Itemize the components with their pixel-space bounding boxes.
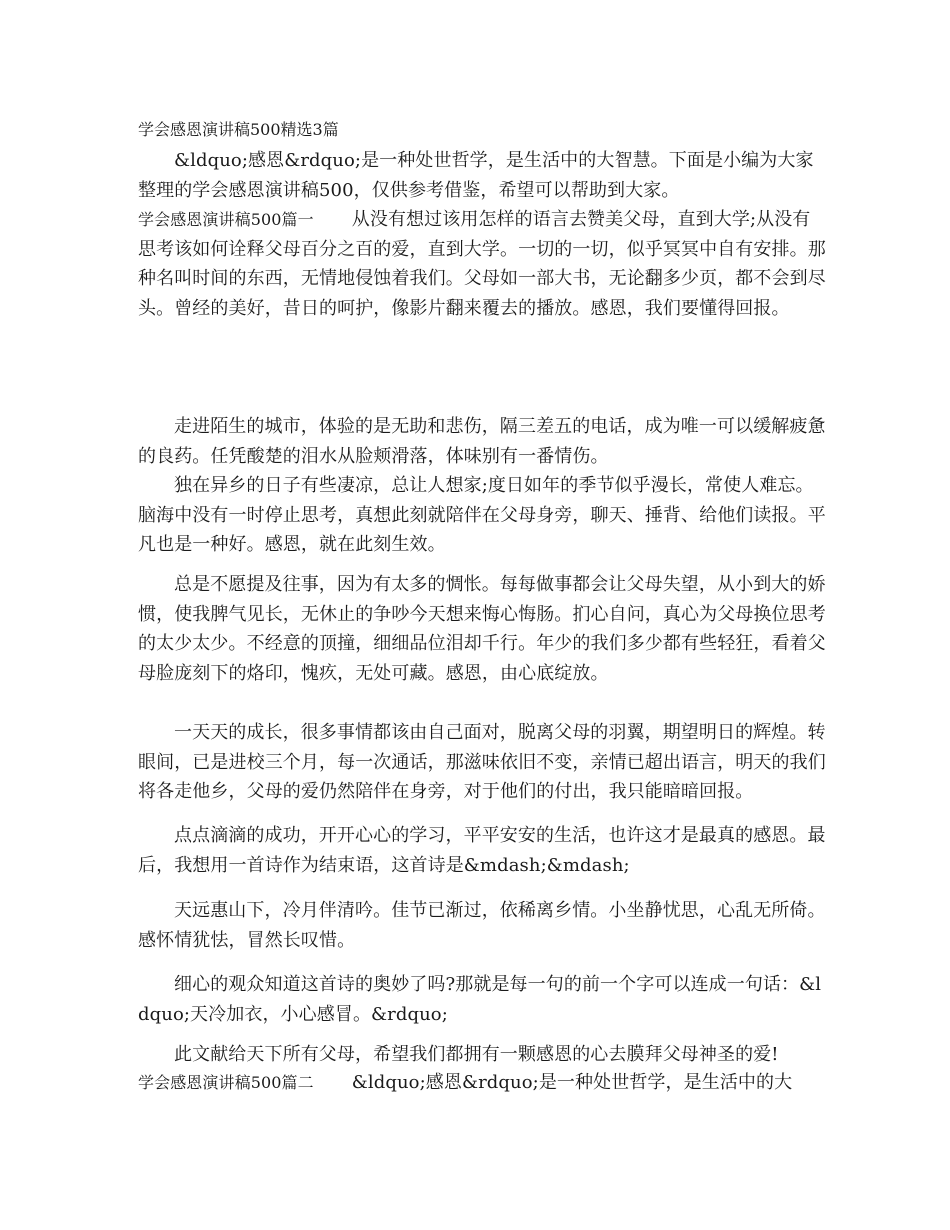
document-title: 学会感恩演讲稿500精选3篇: [138, 120, 339, 139]
body-paragraph-7: 细心的观众知道这首诗的奥妙了吗?那就是每一句的前一个字可以连成一句话：&ldquo;天冷加衣，小心感冒。&rdquo;: [138, 974, 822, 1025]
body-paragraph-2: 独在异乡的日子有些凄凉，总让人想家;度日如年的季节似乎漫长，常使人难忘。脑海中没有一时停止思考，真想此刻就陪伴在父母身旁，聊天、捶背、给他们读报。平凡也是一种好。感恩，就在此刻生效。: [138, 475, 826, 556]
section-two-text: &ldquo;感恩&rdquo;是一种处世哲学，是生活中的大: [351, 1072, 793, 1093]
section-two-heading: 学会感恩演讲稿500篇二: [138, 1073, 314, 1092]
section-two-paragraph: [138, 1068, 828, 1098]
section-one-heading: 学会感恩演讲稿500篇一: [138, 210, 314, 229]
body-paragraph-1: 走进陌生的城市，体验的是无助和悲伤，隔三差五的电话，成为唯一可以缓解疲惫的良药。任凭酸楚的泪水从脸颊滑落，体味别有一番情伤。: [138, 416, 826, 467]
section-one-text: 从没有想过该用怎样的语言去赞美父母，直到大学;从没有思考该如何诠释父母百分之百的爱，直到大学。一切的一切，似乎冥冥中自有安排。那种名叫时间的东西，无情地侵蚀着我们。父母如一部大书，无论翻多少页，都不会到尽头。曾经的美好，昔日的呵护，像影片翻来覆去的播放。感恩，我们要懂得回报。: [138, 209, 826, 319]
body-paragraph-4: 一天天的成长，很多事情都该由自己面对，脱离父母的羽翼，期望明日的辉煌。转眼间，已是进校三个月，每一次通话，那滋味依旧不变，亲情已超出语言，明天的我们将各走他乡，父母的爱仍然陪伴在身旁，对于他们的付出，我只能暗暗回报。: [138, 722, 826, 803]
section-one-paragraph: [138, 205, 828, 323]
body-paragraph-3: 总是不愿提及往事，因为有太多的惆怅。每每做事都会让父母失望，从小到大的娇惯，使我脾气见长，无休止的争吵今天想来悔心悔肠。扪心自问，真心为父母换位思考的太少太少。不经意的顶撞，细细品位泪却千行。年少的我们多少都有些轻狂，看着父母脸庞刻下的烙印，愧疚，无处可藏。感恩，由心底绽放。: [138, 574, 826, 684]
body-paragraph-5: 点点滴滴的成功，开开心心的学习，平平安安的生活，也许这才是最真的感恩。最后，我想用一首诗作为结束语，这首诗是&mdash;&mdash;: [138, 825, 826, 876]
body-paragraph-6: 天远惠山下，冷月伴清吟。佳节已渐过，依稀离乡情。小坐静忧思，心乱无所倚。 感怀情犹怯，冒然长叹惜。: [138, 900, 826, 951]
intro-paragraph: &ldquo;感恩&rdquo;是一种处世哲学，是生活中的大智慧。下面是小编为大家整理的学会感恩演讲稿500，仅供参考借鉴，希望可以帮助到大家。: [138, 150, 814, 201]
body-paragraph-8: 此文献给天下所有父母，希望我们都拥有一颗感恩的心去膜拜父母神圣的爱!: [174, 1044, 779, 1065]
